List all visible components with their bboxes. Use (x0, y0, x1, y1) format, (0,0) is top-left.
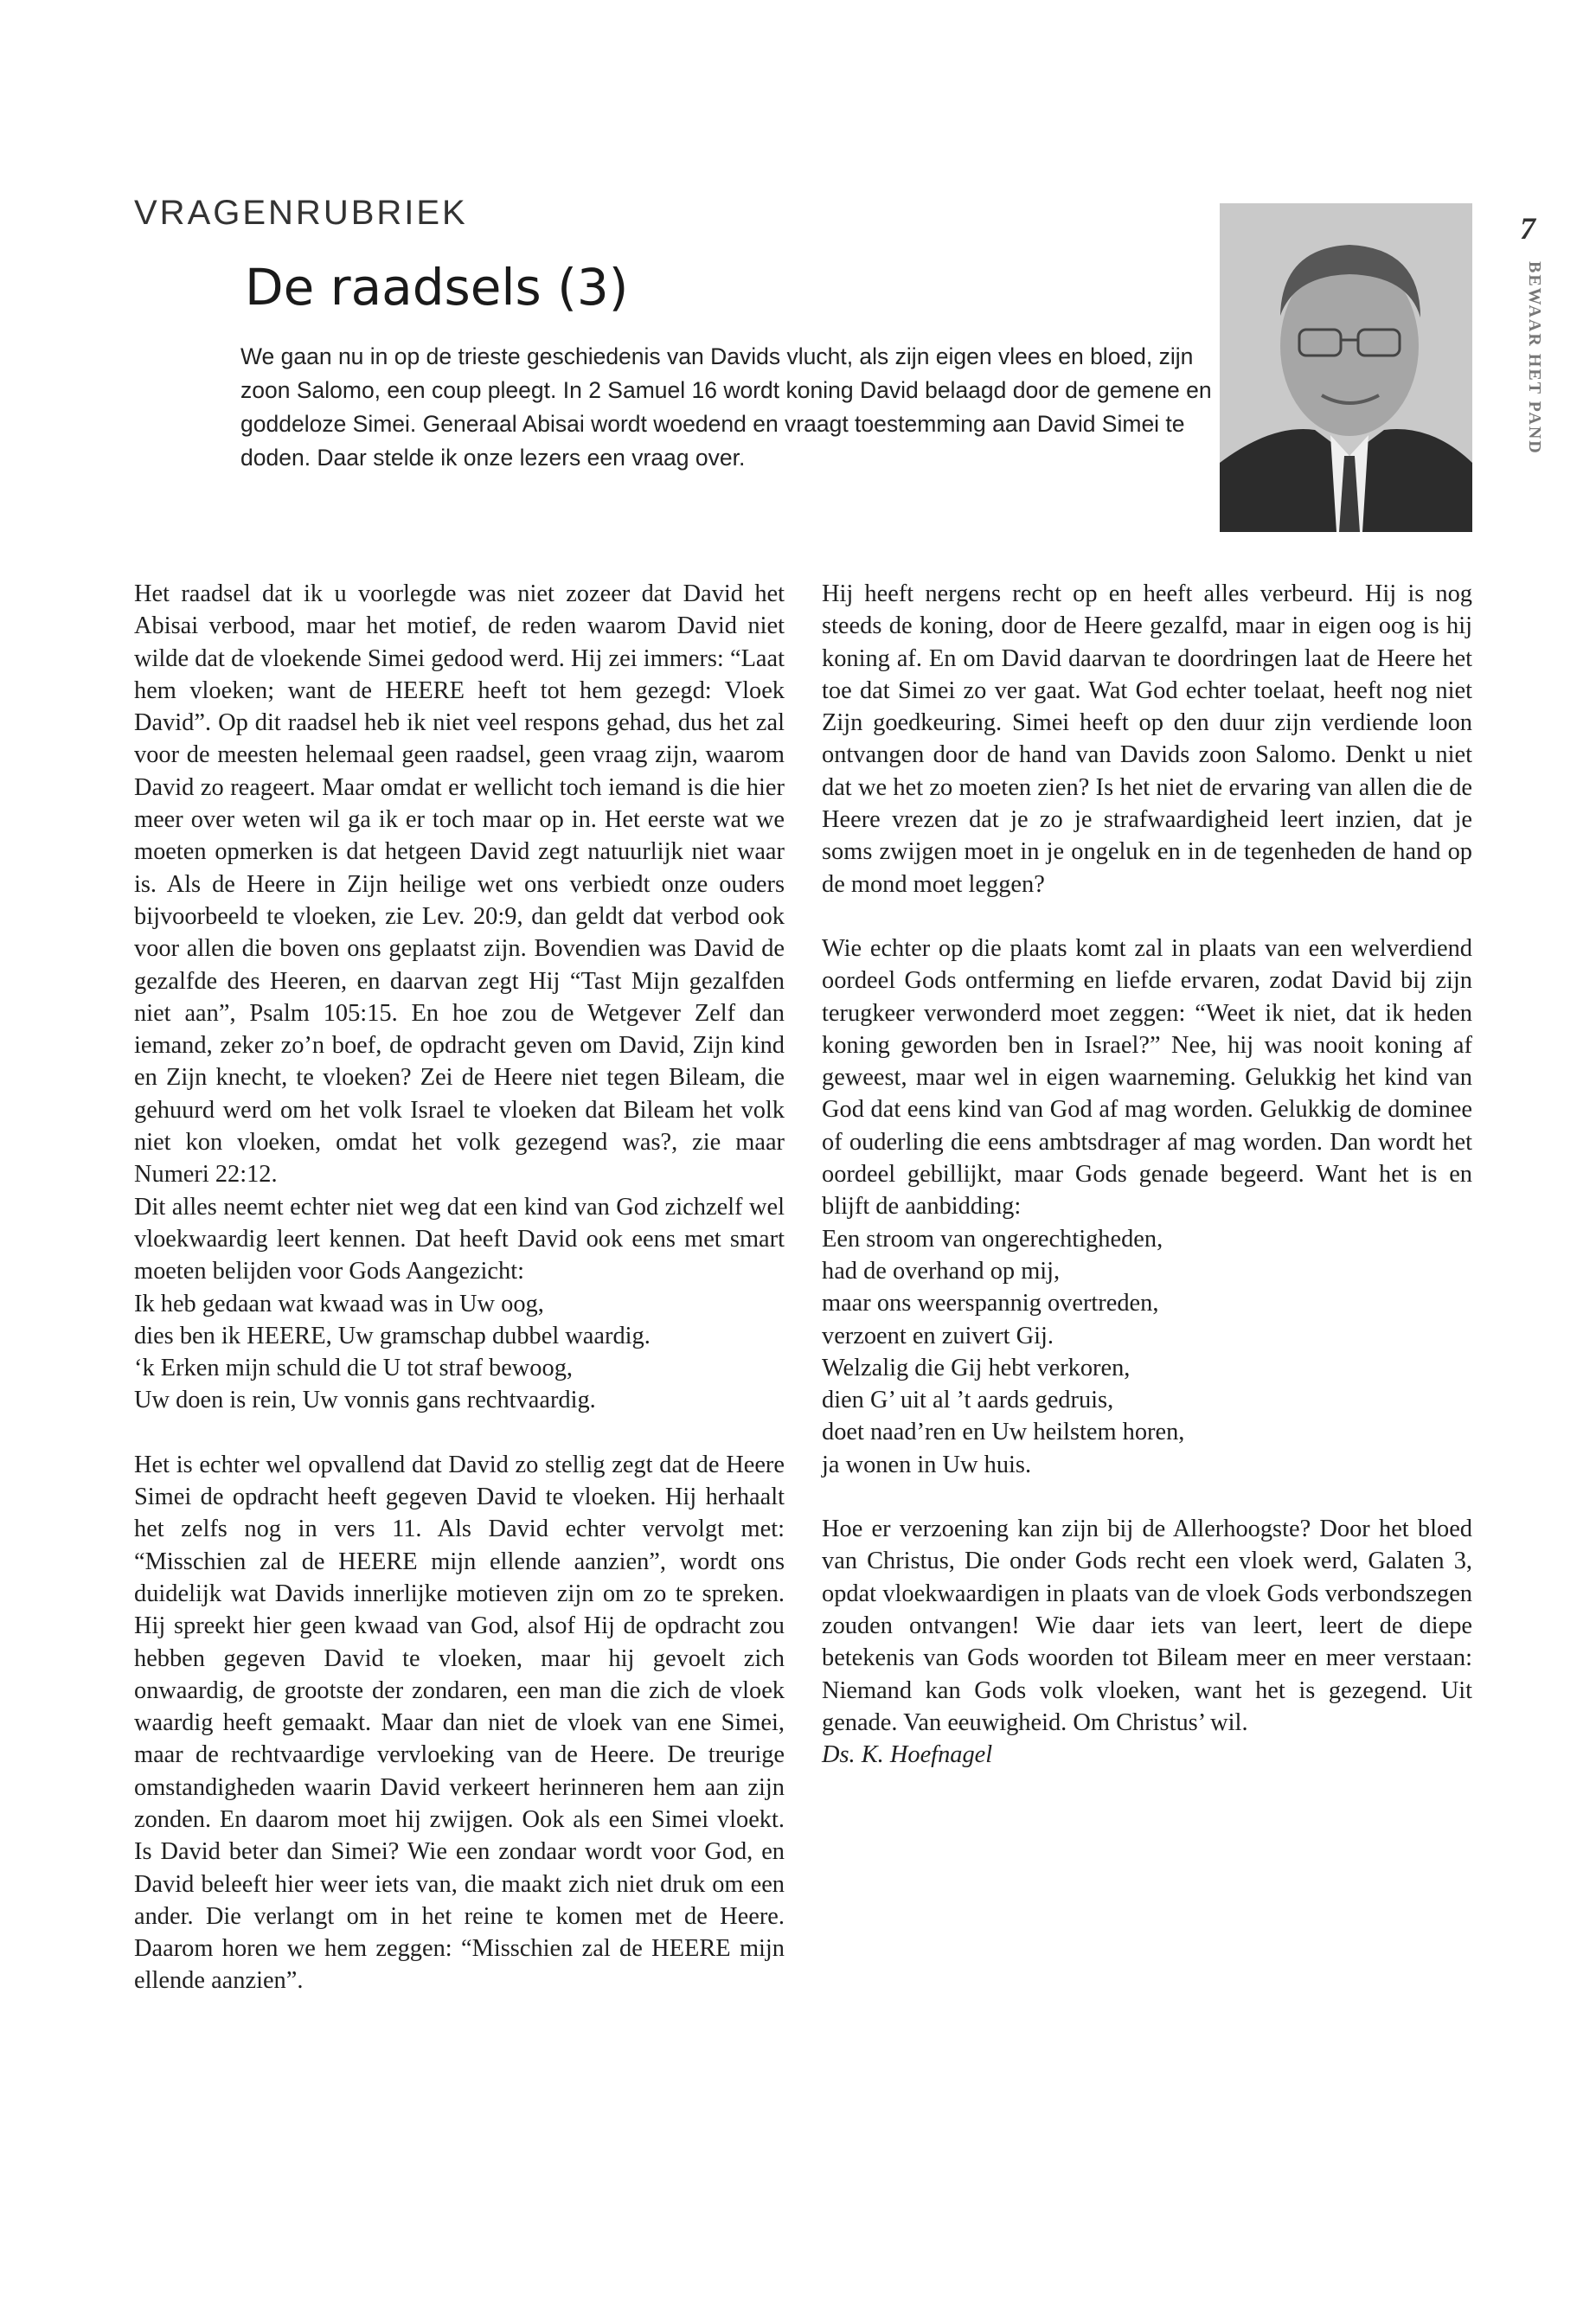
author-signature: Ds. K. Hoefnagel (822, 1741, 993, 1769)
verse-line: dies ben ik HEERE, Uw gramschap dubbel waardig. (134, 1322, 651, 1349)
paragraph: Hij heeft nergens recht op en heeft alles verbeurd. Hij is nog steeds de koning, door de Heere gezalfd, maar in eigen oog is hij koning af. En om David daarvan te doordringen laat de Heere het toe dat Simei zo ver gaat. Wat God echter toelaat, heeft nog niet Zijn goedkeuring. Simei heeft op den duur zijn verdiende loon ontvangen door de hand van Davids zoon Salomo. Denkt u niet dat we het zo moeten zien? Is het niet de ervaring van allen die de Heere vrezen dat je zo je strafwaardigheid leert inzien, dat je soms zwijgen moet in je ongeluk en in de tegenheden de hand op de mond moet leggen? (822, 580, 1472, 898)
verse-block (134, 1288, 785, 1417)
article-title: De raadsels (3) (245, 258, 629, 317)
paragraph: Wie echter op die plaats komt zal in plaats van een welverdiend oordeel Gods ontferming en liefde ervaren, zodat David bij zijn terugkeer verwonderd moet zeggen: “Weet ik niet, dat ik heden koning geworden ben in Israel?” Nee, hij was nooit koning af geweest, maar wel in eigen waarneming. Gelukkig het kind van God dat eens kind van God af mag worden. Gelukkig de dominee of ouderling die eens ambtsdrager af mag worden. Dan wordt het oordeel gebillijkt, maar Gods genade begeerd. Want het is en blijft de aanbidding: (822, 934, 1472, 1221)
verse-line: verzoent en zuivert Gij. (822, 1322, 1054, 1349)
verse-line: Ik heb gedaan wat kwaad was in Uw oog, (134, 1290, 544, 1317)
left-column (134, 578, 785, 1997)
verse-line: ja wonen in Uw huis. (822, 1451, 1032, 1478)
right-column (822, 578, 1472, 1771)
section-label: BEWAAR HET PAND (1525, 261, 1544, 455)
verse-line: dien G’ uit al ’t aards gedruis, (822, 1387, 1114, 1414)
paragraph: Dit alles neemt echter niet weg dat een kind van God zichzelf wel vloekwaardig leert kennen. Dat heeft David ook eens met smart moeten belijden voor Gods Aangezicht: (134, 1193, 785, 1285)
verse-line: doet naad’ren en Uw heilstem horen, (822, 1419, 1185, 1446)
verse-line: ‘k Erken mijn schuld die U tot straf bewoog, (134, 1355, 573, 1382)
page-number: 7 (1520, 211, 1535, 246)
verse-line: Uw doen is rein, Uw vonnis gans rechtvaardig. (134, 1387, 596, 1414)
verse-line: Welzalig die Gij hebt verkoren, (822, 1354, 1131, 1381)
paragraph: Het raadsel dat ik u voorlegde was niet zozeer dat David het Abisai verbood, maar het motief, de reden waarom David niet wilde dat de vloekende Simei gedood werd. Hij zei immers: “Laat hem vloeken; want de HEERE heeft tot hem gezegd: Vloek David”. Op dit raadsel heb ik niet veel respons gehad, dus het zal voor de meesten helemaal geen raadsel, geen vraag zijn, waarom David zo reageert. Maar omdat er wellicht toch iemand is die hier meer over weten wil ga ik er toch maar op in. Het eerste wat we moeten opmerken is dat hetgeen David zegt natuurlijk niet waar is. Als de Heere in Zijn heilige wet ons verbiedt onze ouders bijvoorbeeld te vloeken, zie Lev. 20:9, dan geldt dat verbod ook voor allen die boven ons geplaatst zijn. Bovendien was David de gezalfde des Heeren, en daarvan zegt Hij “Tast Mijn gezalfden niet aan”, Psalm 105:15. En hoe zou de Wetgever Zelf dan iemand, zeker zo’n boef, de opdracht geven om David, Zijn kind en Zijn knecht, te vloeken? Zei de Heere niet tegen Bileam, die gehuurd werd om het volk Israel te vloeken dat Bileam het volk niet kon vloeken, omdat het volk gezegend was?, zie maar Numeri 22:12. (134, 580, 785, 1189)
author-portrait-icon (1220, 203, 1472, 532)
rubric-heading: VRAGENRUBRIEK (134, 194, 468, 232)
verse-block (822, 1223, 1472, 1481)
article-intro: We gaan nu in op de trieste geschiedenis van Davids vlucht, als zijn eigen vlees en bloed, zijn zoon Salomo, een coup pleegt. In 2 Samuel 16 wordt koning David belaagd door de gemene en goddeloze Simei. Generaal Abisai wordt woedend en vraagt toestemming aan David Simei te doden. Daar stelde ik onze lezers een vraag over. (240, 343, 1212, 471)
paragraph: Hoe er verzoening kan zijn bij de Allerhoogste? Door het bloed van Christus, Die onder Gods recht een vloek werd, Galaten 3, opdat vloekwaardigen in plaats van de vloek Gods verbondszegen zouden ontvangen! Wie daar iets van leert, leert de diepe betekenis van Gods woorden tot Bileam meer en meer verstaan: Niemand kan Gods volk vloeken, want het is gezegend. Uit genade. Van eeuwigheid. Om Christus’ wil. (822, 1516, 1472, 1736)
verse-line: Een stroom van ongerechtigheden, (822, 1225, 1163, 1253)
author-photo (1220, 203, 1472, 532)
verse-line: had de overhand op mij, (822, 1257, 1061, 1285)
paragraph: Het is echter wel opvallend dat David zo stellig zegt dat de Heere Simei de opdracht heeft gegeven David te vloeken. Hij herhaalt het zelfs nog in vers 11. Als David echter vervolgt met: “Misschien zal de HEERE mijn ellende aanzien”, wordt ons duidelijk wat Davids innerlijke motieven zijn om zo te spreken. Hij spreekt hier geen kwaad van God, alsof Hij de opdracht zou hebben gegeven David te vloeken, maar hij gevoelt zich onwaardig, de grootste der zondaren, een man die zich de vloek waardig heeft gemaakt. Maar dan niet de vloek van ene Simei, maar de rechtvaardige vervloeking van de Heere. De treurige omstandigheden waarin David verkeert herinneren hem aan zijn zonden. En daarom moet hij zwijgen. Ook als een Simei vloekt. Is David beter dan Simei? Wie een zondaar wordt voor God, en David beleeft hier weer iets van, die maakt zich niet druk om een ander. Die verlangt om in het reine te komen met de Heere. Daarom horen we hem zeggen: “Misschien zal de HEERE mijn ellende aanzien”. (134, 1451, 785, 1995)
verse-line: maar ons weerspannig overtreden, (822, 1290, 1159, 1317)
